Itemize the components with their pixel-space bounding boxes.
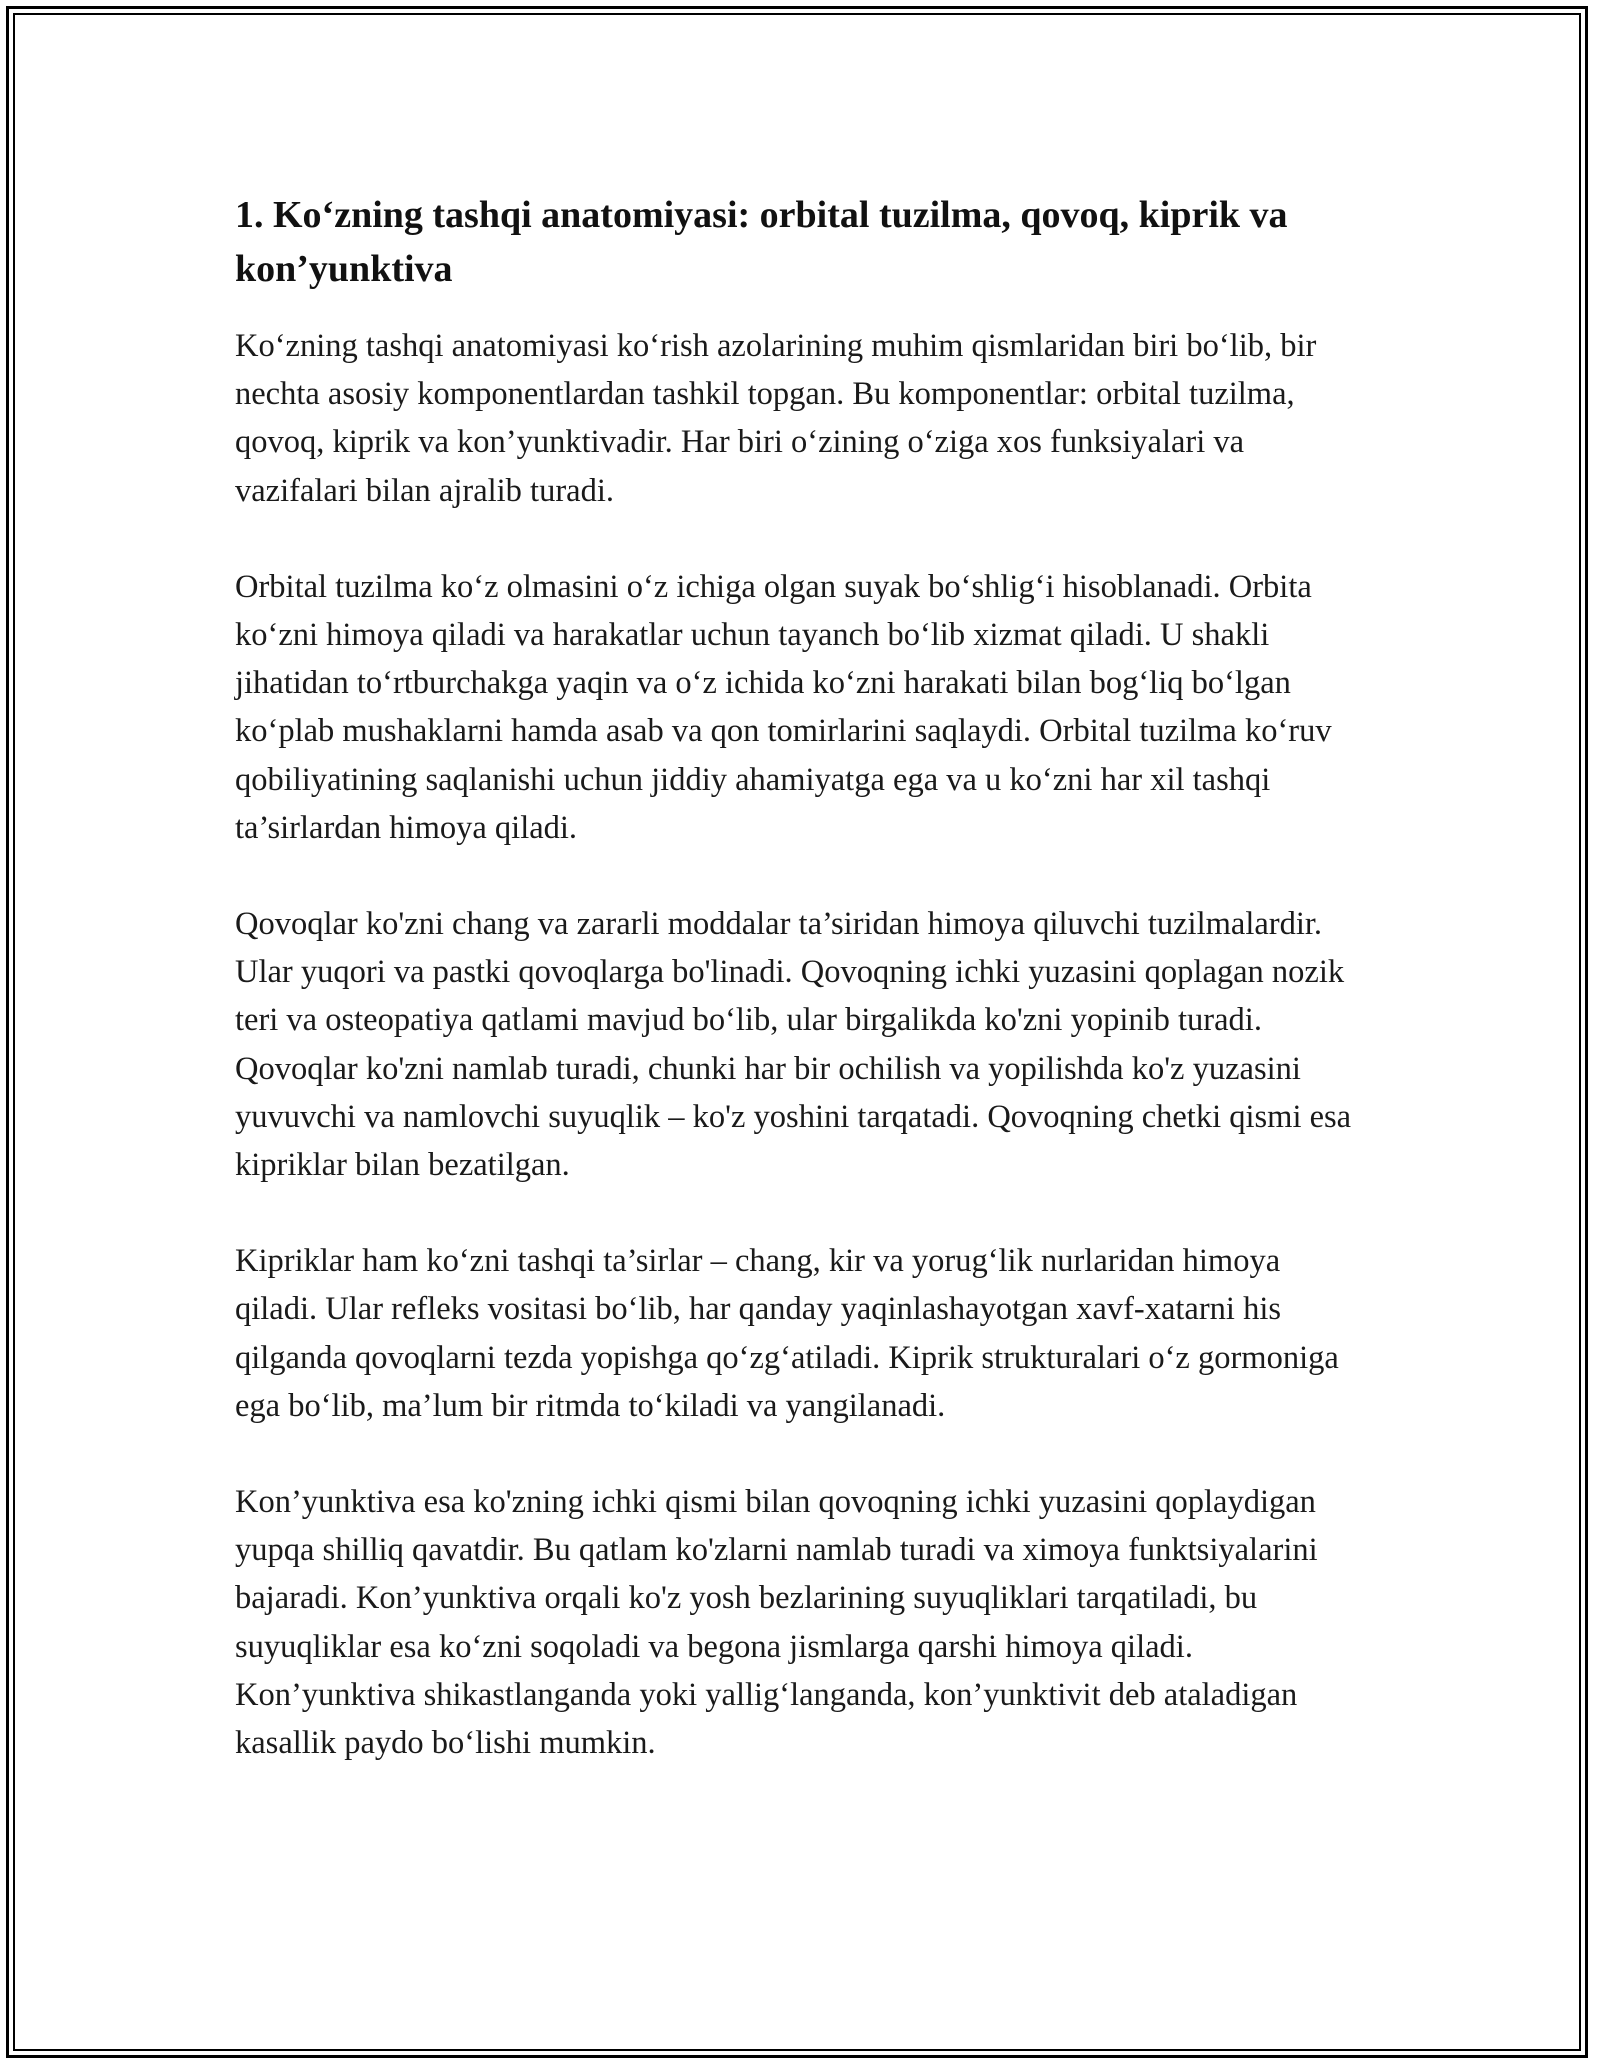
paragraph-eyelashes: Kipriklar ham ko‘zni tashqi ta’sirlar – chang, kir va yorug‘lik nurlaridan himoya qiladi. Ular refleks vositasi bo‘lib, har qanday yaqinlashayotgan xavf-xatarni his qilganda qovoqlarni tezda yopishga qo‘zg‘atiladi. Kiprik strukturalari o‘z gormoniga ega bo‘lib, ma’lum bir ritmda to‘kiladi va yangilanadi.	[235, 1243, 1339, 1424]
section-title: 1. Ko‘zning tashqi anatomiyasi: orbital tuzilma, qovoq, kiprik va kon’yunktiva	[235, 194, 1288, 290]
paragraph-intro: Ko‘zning tashqi anatomiyasi ko‘rish azolarining muhim qismlaridan biri bo‘lib, bir nechta asosiy komponentlardan tashkil topgan. Bu komponentlar: orbital tuzilma, qovoq, kiprik va kon’yunktivadir. Har biri o‘zining o‘ziga xos funksiyalari va vazifalari bilan ajralib turadi.	[235, 328, 1317, 509]
paragraph-eyelids: Qovoqlar ko'zni chang va zararli moddalar ta’siridan himoya qiluvchi tuzilmalardir. Ular yuqori va pastki qovoqlarga bo'linadi. Qovoqning ichki yuzasini qoplagan nozik teri va osteopatiya qatlami mavjud bo‘lib, ular birgalikda ko'zni yopinib turadi. Qovoqlar ko'zni namlab turadi, chunki har bir ochilish va yopilishda ko'z yuzasini yuvuvchi va namlovchi suyuqlik – ko'z yoshini tarqatadi. Qovoqning chetki qismi esa kipriklar bilan bezatilgan.	[235, 906, 1352, 1184]
paragraph-orbital: Orbital tuzilma ko‘z olmasini o‘z ichiga olgan suyak bo‘shlig‘i hisoblanadi. Orbita ko‘zni himoya qiladi va harakatlar uchun tayanch bo‘lib xizmat qiladi. U shakli jihatidan to‘rtburchakga yaqin va o‘z ichida ko‘zni harakati bilan bog‘liq bo‘lgan ko‘plab mushaklarni hamda asab va qon tomirlarini saqlaydi. Orbital tuzilma ko‘ruv qobiliyatining saqlanishi uchun jiddiy ahamiyatga ega va u ko‘zni har xil tashqi ta’sirlardan himoya qiladi.	[235, 568, 1332, 846]
document-body	[235, 188, 1370, 1815]
paragraph-conjunctiva: Kon’yunktiva esa ko'zning ichki qismi bilan qovoqning ichki yuzasini qoplaydigan yupqa shilliq qavatdir. Bu qatlam ko'zlarni namlab turadi va ximoya funktsiyalarini bajaradi. Kon’yunktiva orqali ko'z yosh bezlarining suyuqliklari tarqatiladi, bu suyuqliklar esa ko‘zni soqoladi va begona jismlarga qarshi himoya qiladi. Kon’yunktiva shikastlanganda yoki yallig‘langanda, kon’yunktivit deb ataladigan kasallik paydo bo‘lishi mumkin.	[235, 1484, 1318, 1762]
